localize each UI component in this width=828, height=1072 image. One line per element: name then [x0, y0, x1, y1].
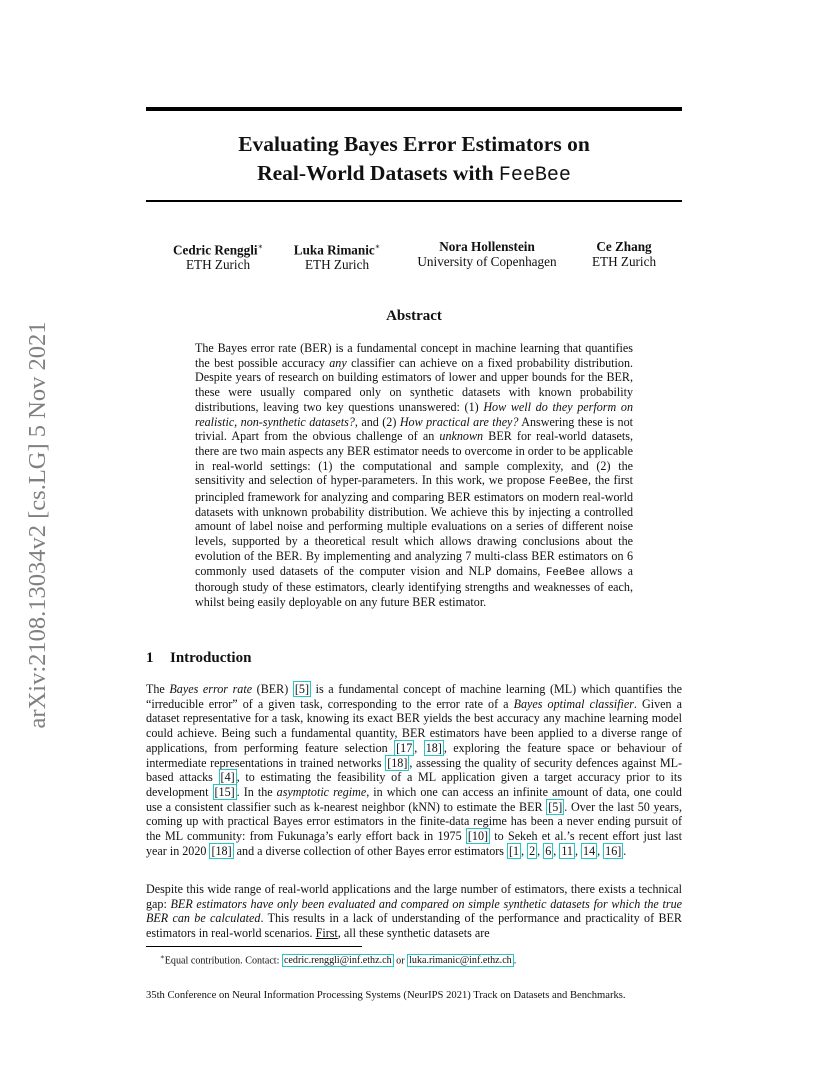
body-underline: First	[315, 926, 338, 941]
email-link-renggli[interactable]: cedric.renggli@inf.ethz.ch	[283, 955, 392, 967]
body-text: is a fundamental concept of machine learning (ML) which quantifies the “irreducible error” of a given task, corresponding to the error rate of a	[146, 682, 683, 711]
title-line-2	[146, 159, 682, 190]
author-name	[160, 239, 276, 257]
author-name	[408, 239, 566, 254]
body-text: , all these synthetic datasets are	[337, 926, 490, 941]
title-line-2-text: Real-World Datasets with	[257, 161, 499, 185]
abstract-body	[195, 341, 633, 610]
author-name-text: Luka Rimanic	[293, 242, 375, 258]
citation-link[interactable]: [17	[396, 740, 413, 755]
abstract-text: allows a thorough study of these estimators, clearly identifying strengths and weaknesses of each, whilst being easily deployable on any future BER estimator.	[195, 563, 633, 609]
author-1	[160, 239, 276, 272]
author-name-text: Nora Hollenstein	[439, 239, 535, 254]
body-text: . Given a dataset representative for a task, knowing its exact BER yields the best accuracy any machine learning model could achieve. Being such a fundamental quantity, BER estimators have been applied to a diverse range of applications, from performing feature selection	[146, 696, 682, 755]
citation-link[interactable]: [18]	[387, 755, 408, 770]
body-text: The	[146, 682, 170, 696]
citation-link[interactable]: 16]	[605, 843, 622, 858]
body-text: and a diverse collection of other Bayes error estimators	[233, 843, 507, 858]
author-affiliation: ETH Zurich	[591, 254, 657, 269]
title-feebee-code: FeeBee	[498, 164, 571, 187]
body-text: . Over the last 50 years, coming up with practical Bayes error estimators in the finite-data regime has been a never ending pursuit of the ML community: from Fukunaga’s early effort back in 1975	[146, 799, 682, 844]
body-text: . This results in a lack of understanding of the performance and practicality of BER estimators in real-world scenarios.	[146, 911, 682, 941]
citation-link[interactable]: 14	[583, 843, 596, 858]
citation-link[interactable]: 6	[545, 843, 552, 858]
footnote-rule	[146, 946, 362, 947]
abstract-text: , the first principled framework for analyzing and comparing BER estimators on modern real-world datasets with unknown probability distribution. We achieve this by injecting a controlled amount of label noise and performing multiple evaluations on a series of different noise levels, supported by a theoretical result which allows drawing conclusions about the evolution of the BER. By implementing and analyzing 7 multi-class BER estimators on 6 commonly used datasets of the computer vision and NLP domains,	[195, 473, 634, 578]
author-affiliation: ETH Zurich	[304, 257, 370, 273]
citation-link[interactable]: [5]	[294, 682, 309, 696]
body-emphasis: Bayes optimal classifier	[513, 696, 634, 711]
abstract-heading: Abstract	[386, 308, 442, 324]
title-top-rule	[146, 107, 682, 111]
abstract-text: , and (2)	[354, 414, 400, 429]
citation-link[interactable]: 18]	[425, 740, 442, 755]
citation-link[interactable]: [5]	[548, 799, 563, 814]
abstract-emphasis: How practical are they?	[399, 414, 519, 429]
body-emphasis: asymptotic regime	[276, 784, 367, 799]
author-affiliation: ETH Zurich	[185, 257, 251, 273]
equal-contribution-mark: ∗	[257, 242, 264, 251]
citation-link[interactable]: 11	[561, 843, 573, 858]
section-title: Introduction	[170, 650, 252, 666]
citation-link[interactable]: [18]	[211, 843, 232, 858]
feebee-code: FeeBee	[548, 476, 589, 489]
author-3	[408, 239, 566, 269]
title-line-1: Evaluating Bayes Error Estimators on	[238, 132, 590, 156]
citation-link[interactable]: [15]	[214, 784, 235, 799]
author-2	[282, 239, 392, 272]
author-name	[584, 239, 664, 254]
abstract-text: classifier can achieve on a fixed probability distribution. Despite years of research on building estimators of lower and upper bounds for the BER, these were usually compared only on synthetic datasets with known probability distributions, leaving two key questions unanswered: (1)	[195, 355, 634, 414]
title-bottom-rule	[146, 200, 682, 202]
author-name	[282, 239, 392, 257]
author-name-text: Ce Zhang	[596, 239, 652, 254]
footnote-text: .	[513, 955, 517, 967]
author-4	[584, 239, 664, 269]
body-text: , to estimating the feasibility of a ML application given a target accuracy prior to its development	[146, 770, 682, 799]
abstract-text: The Bayes error rate (BER) is a fundamental concept in machine learning that quantifies the best possible accuracy	[195, 341, 633, 370]
body-text: , in which one can access an infinite amount of data, one could use a consistent classifier such as k-nearest neighbor (kNN) to estimate the BER	[146, 784, 682, 814]
section-heading-introduction	[146, 650, 251, 667]
paper-title	[146, 130, 682, 190]
abstract-text: BER for real-world datasets, there are two main aspects any BER estimator needs to overcome in order to be applicable in real-world settings: (1) the computational and sample complexity, and (2) the sensitivity and selection of hyper-parameters. In this work, we propose	[195, 429, 634, 488]
footnote-mark: ∗	[160, 953, 165, 961]
abstract-text: Answering these is not trivial. Apart from the obvious challenge of an	[195, 414, 633, 444]
body-text: , assessing the quality of security defences against ML-based attacks	[146, 755, 682, 785]
abstract-emphasis: How well do they perform on realistic, non-synthetic datasets?	[195, 399, 633, 429]
footnote	[160, 951, 516, 967]
footnote-text: Equal contribution. Contact:	[164, 955, 282, 967]
intro-paragraph-1: The Bayes error rate (BER) [5] is a fundamental concept of machine learning (ML) which quantifies the “irreducible error” of a given task, corresponding to the error rate of a Bayes optimal classifier. Given a dataset representative for a task, knowing its exact BER yields the best accuracy any machine learning model could achieve. Being such a fundamental quantity, BER estimators have been applied to a diverse range of applications, from performing feature selection [17 , 18] , exploring the feature space or behaviour of intermediate representations in trained networks [18] , assessing the quality of security defences against ML-based attacks [4] , to estimating the feasibility of a ML application given a target accuracy prior to its development [15] . In the asymptotic regime, in which one can access an infinite amount of data, one could use a consistent classifier such as k-nearest neighbor (kNN) to estimate the BER [5] . Over the last 50 years, coming up with practical Bayes error estimators in the finite-data regime has been a never ending pursuit of the ML community: from Fukunaga’s early effort back in 1975 [10] to Sekeh et al.’s recent effort just last year in 2020 [18] and a diverse collection of other Bayes error estimators [1 , 2 , 6 , 11 , 14 , 16] .	[146, 682, 683, 858]
body-text: (BER)	[252, 682, 293, 696]
body-text: , exploring the feature space or behaviour of intermediate representations in trained networks	[146, 740, 682, 770]
arxiv-sidebar-stamp	[16, 290, 60, 760]
feebee-code: FeeBee	[545, 566, 586, 579]
author-name-text: Cedric Renggli	[172, 242, 258, 258]
body-text: .	[623, 843, 627, 858]
citation-link[interactable]: [10]	[467, 829, 489, 844]
body-text: . In the	[236, 784, 277, 799]
body-emphasis: BER estimators have only been evaluated and compared on simple synthetic datasets for which the true BER can be calculated	[146, 896, 682, 926]
citation-link[interactable]: [4]	[220, 770, 235, 785]
body-emphasis: Bayes error rate	[169, 682, 253, 696]
intro-paragraph-2	[146, 882, 682, 941]
abstract-emphasis: any	[329, 355, 347, 370]
citation-link[interactable]: [1	[509, 843, 520, 858]
conference-footer: 35th Conference on Neural Information Processing Systems (NeurIPS 2021) Track on Datasets and Benchmarks.	[146, 990, 626, 1001]
author-affiliation: University of Copenhagen	[417, 254, 557, 269]
email-link-rimanic[interactable]: luka.rimanic@inf.ethz.ch	[409, 955, 512, 967]
abstract-emphasis: unknown	[439, 429, 484, 444]
arxiv-identifier: arXiv:2108.13034v2 [cs.LG] 5 Nov 2021	[24, 321, 51, 729]
citation-link[interactable]: 2	[529, 843, 536, 858]
footnote-text: or	[393, 955, 408, 967]
equal-contribution-mark: ∗	[374, 242, 381, 251]
body-text: to Sekeh et al.’s recent effort just last year in 2020	[146, 829, 682, 858]
body-text: Despite this wide range of real-world applications and the large number of estimators, there exists a technical gap:	[146, 882, 682, 911]
section-number: 1	[146, 650, 154, 666]
